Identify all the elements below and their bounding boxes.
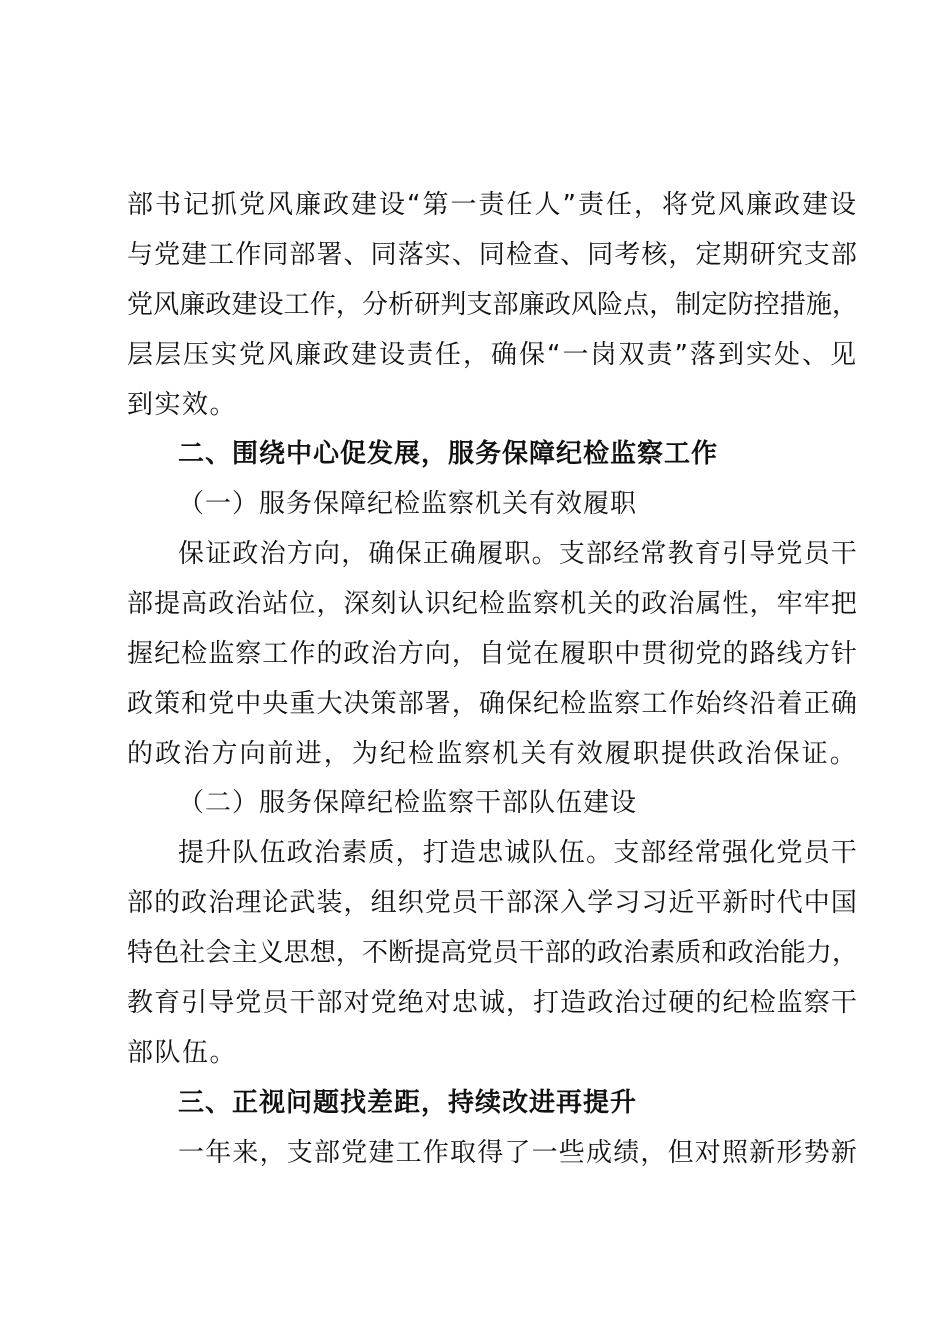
text-line: 特色社会主义思想，不断提高党员干部的政治素质和政治能力， — [127, 938, 859, 968]
section-heading: 二、围绕中心促发展，服务保障纪检监察工作 — [178, 439, 719, 469]
text-line: 部提高政治站位，深刻认识纪检监察机关的政治属性，牢牢把 — [127, 589, 858, 619]
text-line: 层层压实党风廉政建设责任，确保“一岗双责”落到实处、见 — [127, 340, 858, 370]
text-line: 教育引导党员干部对党绝对忠诚，打造政治过硬的纪检监察干 — [127, 988, 858, 1018]
section-heading: 三、正视问题找差距，持续改进再提升 — [178, 1088, 638, 1118]
text-line: 部书记抓党风廉政建设“第一责任人”责任，将党风廉政建设 — [127, 190, 858, 220]
text-line: 保证政治方向，确保正确履职。支部经常教育引导党员干 — [178, 539, 859, 569]
text-line: 政策和党中央重大决策部署，确保纪检监察工作始终沿着正确 — [127, 689, 858, 719]
text-line: 党风廉政建设工作，分析研判支部廉政风险点，制定防控措施， — [127, 290, 859, 320]
text-line: 的政治方向前进，为纪检监察机关有效履职提供政治保证。 — [127, 739, 858, 769]
text-line: 与党建工作同部署、同落实、同检查、同考核，定期研究支部 — [127, 240, 858, 270]
text-line: 握纪检监察工作的政治方向，自觉在履职中贯彻党的路线方针 — [127, 639, 858, 669]
text-line: 到实效。 — [127, 390, 238, 420]
subsection-heading: （二）服务保障纪检监察干部队伍建设 — [178, 788, 638, 818]
text-line: 部队伍。 — [127, 1038, 238, 1068]
text-line: 一年来，支部党建工作取得了一些成绩，但对照新形势新 — [178, 1138, 859, 1168]
text-line: 部的政治理论武装，组织党员干部深入学习习近平新时代中国 — [127, 888, 858, 918]
text-line: 提升队伍政治素质，打造忠诚队伍。支部经常强化党员干 — [178, 838, 859, 868]
subsection-heading: （一）服务保障纪检监察机关有效履职 — [178, 489, 638, 519]
